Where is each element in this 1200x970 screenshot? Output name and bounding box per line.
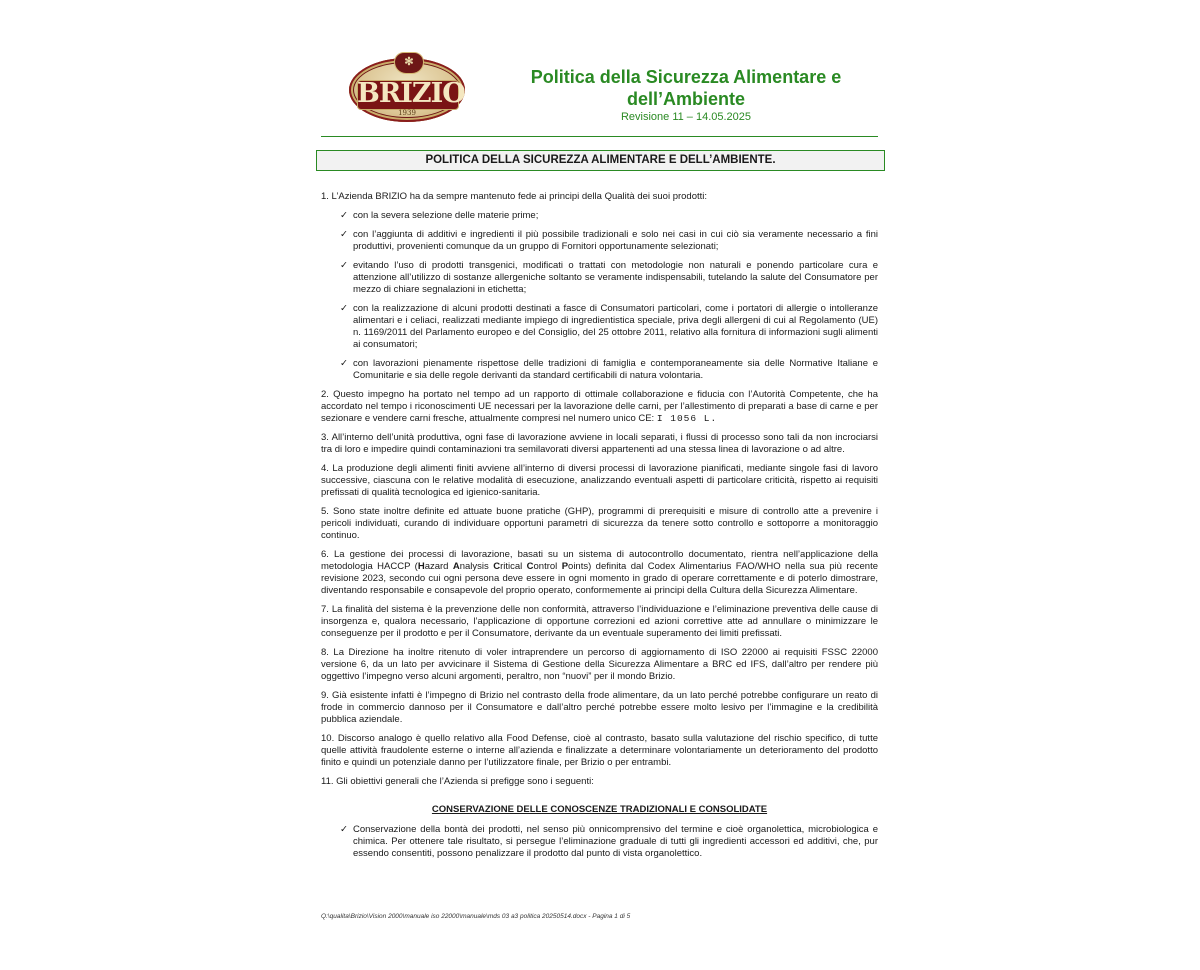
- logo-crest-icon: [394, 52, 424, 74]
- logo-crest-mark: ✻: [404, 55, 414, 68]
- document-footer: Q:\qualita\Brizio\Vision 2000\manuale iso 22000\manuale\mds 03 a3 politica 20250514.docx - Pagina 1 di 5: [321, 913, 631, 920]
- header-revision: Revisione 11 – 14.05.2025: [620, 111, 752, 123]
- paragraph-7: 7. La finalità del sistema è la prevenzione delle non conformità, attraverso l’individuazione e l’eliminazione preventiva delle cause di insorgenza e, qualora necessario, l’applicazione di opportune correzioni ed azioni correttive atte ad annullare o minimizzare le conseguenze per il prodotto e per il Consumatore, derivante da un eventuale superamento dei limiti prefissati.: [321, 604, 878, 639]
- paragraph-6-text: ) definita dal Codex Alimentarius FAO/WHO nella sua più recente revisione 2023, secondo cui ogni persona deve essere in ogni momento in grado di operare correttamente e di poterlo dimostrare, diventando responsabile e consapevole del proprio operato, conformemente ai principi della Cultura della Sicurezza Alimentare.: [321, 561, 879, 596]
- paragraph-11: 11. Gli obiettivi generali che l’Azienda si prefigge sono i seguenti:: [321, 776, 594, 787]
- list-item: [321, 260, 878, 296]
- haccp-word: ontrol: [533, 561, 562, 572]
- paragraph-8: 8. La Direzione ha inoltre ritenuto di voler intraprendere un percorso di aggiornamento di ISO 22000 ai requisiti FSSC 22000 versione 6, da un lato per avvicinare il Sistema di Gestione della Sicurezza Alimentare a BRC ed IFS, dall’altro per rendere più oggettivo l’impegno verso alcuni argomenti, peraltro, non “nuovi” per il mondo Brizio.: [321, 647, 878, 682]
- paragraph-6: [321, 549, 878, 597]
- list-item: [321, 303, 878, 351]
- section-heading: CONSERVAZIONE DELLE CONOSCENZE TRADIZIONALI E CONSOLIDATE: [431, 804, 768, 815]
- haccp-letter-c: C: [493, 561, 501, 572]
- list-item: [321, 229, 878, 253]
- paragraph-10: 10. Discorso analogo è quello relativo alla Food Defense, cioè al contrasto, basato sulla valutazione del rischio specifico, di tutte quelle attività fraudolente esterne o interne all’azienda e finalizzate a determinare volontariamente un deterioramento del prodotto finito e quindi un potenziale danno per l’utilizzatore finale, per Brizio o per entrambi.: [321, 733, 878, 768]
- document-body: [321, 191, 878, 867]
- header-title-line-2: dell’Ambiente: [626, 89, 746, 109]
- haccp-word: ritical: [500, 561, 527, 572]
- ce-approval-number: I 1056 L.: [656, 413, 718, 424]
- haccp-letter-h: H: [417, 561, 425, 572]
- paragraph-6-text: 6. La gestione dei processi di lavorazione, basati su un sistema di autocontrollo documentato, rientra nell’applicazione della metodologia HACCP (: [321, 549, 878, 572]
- haccp-word: azard: [424, 561, 453, 572]
- list-item-text: con la realizzazione di alcuni prodotti destinati a fasce di Consumatori particolari, come i portatori di allergie o intolleranze alimentari e i celiaci, realizzati mediante impiego di ingredientistica speciale, priva degli allergeni di cui al Regolamento (UE) n. 1169/2011 del Parlamento europeo e del Consiglio, del 25 ottobre 2011, relativo alla fornitura di informazioni sugli alimenti ai consumatori;: [353, 303, 878, 350]
- principles-list: [321, 210, 878, 382]
- list-item-text: con l’aggiunta di additivi e ingredienti il più possibile tradizionali e solo nei casi in cui ciò sia veramente necessario a fini produttivi, provenienti comunque da un gruppo di Fornitori opportunamente selezionati;: [353, 229, 878, 252]
- check-icon: ✓: [340, 824, 348, 835]
- check-icon: ✓: [340, 303, 348, 314]
- company-logo: [349, 52, 467, 124]
- list-item-text: con la severa selezione delle materie prime;: [353, 210, 539, 221]
- logo-year: 1939: [398, 109, 416, 117]
- check-icon: ✓: [340, 210, 348, 221]
- document-title: POLITICA DELLA SICUREZZA ALIMENTARE E DELL’AMBIENTE.: [316, 150, 885, 171]
- header-title: [500, 66, 872, 110]
- check-icon: ✓: [340, 358, 348, 369]
- list-item-text: evitando l’uso di prodotti transgenici, modificati o trattati con metodologie non naturali e ponendo particolare cura e attenzione all’utilizzo di sostanze allergeniche soltanto se veramente indispensabili, tutelando la salute del Consumatore per mezzo di chiare segnalazioni in etichetta;: [353, 260, 878, 295]
- list-item: [321, 358, 878, 382]
- check-icon: ✓: [340, 260, 348, 271]
- header-title-line-1: Politica della Sicurezza Alimentare e: [530, 67, 842, 87]
- header-divider: [321, 136, 878, 137]
- list-item-text: Conservazione della bontà dei prodotti, nel senso più onnicomprensivo del termine e cioè organolettica, microbiologica e chimica. Per ottenere tale risultato, si persegue l’eliminazione graduale di tutti gli ingredienti accessori ed additivi, che, pur essendo consentiti, possono penalizzare il prodotto dal punto di vista organolettico.: [353, 824, 878, 859]
- paragraph-2-text: 2. Questo impegno ha portato nel tempo ad un rapporto di ottimale collaborazione e fiducia con l’Autorità Competente, che ha accordato nel tempo i riconoscimenti UE necessari per la lavorazione delle carni, per l’allestimento di preparati a base di carne e per sezionare e vendere carni fresche, attualmente compresi nel numero unico CE:: [321, 389, 878, 424]
- paragraph-1: 1. L’Azienda BRIZIO ha da sempre mantenuto fede ai principi della Qualità dei suoi prodotti:: [321, 191, 708, 202]
- paragraph-2: [321, 389, 878, 425]
- haccp-letter-a: A: [452, 561, 460, 572]
- paragraph-4: 4. La produzione degli alimenti finiti avviene all’interno di diversi processi di lavorazione pianificati, mediante singole fasi di lavoro successive, ciascuna con le relative modalità di esecuzione, analizzando eventuali aspetti di particolare criticità, rispetto ai requisiti prefissati di qualità tecnologica ed igienico-sanitaria.: [321, 463, 878, 498]
- list-item-text: con lavorazioni pienamente rispettose delle tradizioni di famiglia e contemporaneamente sia delle Normative Italiane e Comunitarie e sia delle regole derivanti da standard certificabili di natura volontaria.: [353, 358, 878, 381]
- section-list: [321, 824, 878, 860]
- check-icon: ✓: [340, 229, 348, 240]
- list-item: [321, 210, 878, 222]
- logo-brand-name: BRIZIO: [357, 78, 465, 109]
- haccp-letter-c: C: [526, 561, 534, 572]
- list-item: [321, 824, 878, 860]
- haccp-word: oints: [568, 561, 589, 572]
- haccp-word: nalysis: [459, 561, 494, 572]
- paragraph-3: 3. All’interno dell’unità produttiva, ogni fase di lavorazione avviene in locali separati, i flussi di processo sono tali da non incrociarsi tra di loro e impedire quindi contaminazioni tra semilavorati diversi appartenenti ad una stessa linea di lavorazione o ad altre.: [321, 432, 878, 455]
- haccp-letter-p: P: [561, 561, 569, 572]
- paragraph-5: 5. Sono state inoltre definite ed attuate buone pratiche (GHP), programmi di prerequisiti e misure di controllo atte a prevenire i pericoli individuati, curando di individuare opportuni parametri di sicurezza da tenere sotto controllo e sottoporre a monitoraggio continuo.: [321, 506, 878, 541]
- paragraph-9: 9. Già esistente infatti è l’impegno di Brizio nel contrasto della frode alimentare, da un lato perché potrebbe configurare un reato di frode in commercio dannoso per il Consumatore e dall’altro perché potrebbe essere molto lesivo per l’immagine e la credibilità pubblica aziendale.: [321, 690, 878, 725]
